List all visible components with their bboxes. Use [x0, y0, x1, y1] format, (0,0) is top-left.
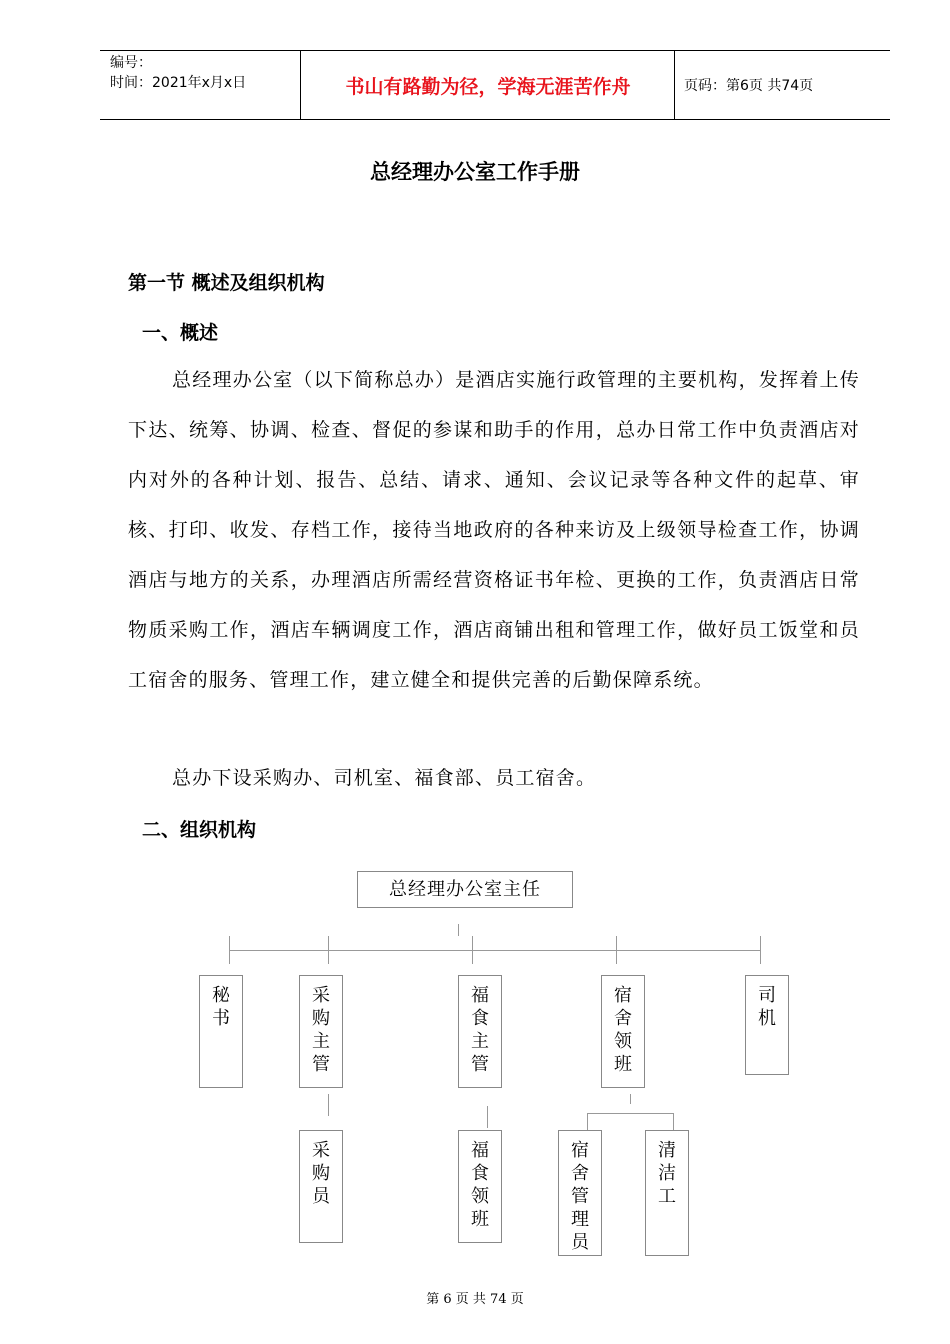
subordinate-paragraph: 总办下设采购办、司机室、福食部、员工宿舍。	[172, 767, 597, 789]
header-page-number: 页码：第6页 共74页	[684, 78, 814, 94]
org-label-driver: 司机	[758, 985, 776, 1029]
connector-line	[229, 936, 230, 964]
overview-paragraph: 总经理办公室（以下简称总办）是酒店实施行政管理的主要机构，发挥着上传下达、统筹、协调、检查、督促的参谋和助手的作用，总办日常工作中负责酒店对内对外的各种计划、报告、总结、请求、通知、会议记录等各种文件的起草、审核、打印、收发、存档工作，接待当地政府的各种来访及上级领导检查工作，协调酒店与地方的关系，办理酒店所需经营资格证书年检、更换的工作，负责酒店日常物质采购工作，酒店车辆调度工作，酒店商铺出租和管理工作，做好员工饭堂和员工宿舍的服务、管理工作，建立健全和提供完善的后勤保障系统。	[128, 369, 860, 691]
subsection-overview-heading: 一、概述	[142, 322, 219, 344]
document-title: 总经理办公室工作手册	[370, 160, 580, 184]
connector-line	[630, 1094, 631, 1104]
header-motto: 书山有路勤为径，学海无涯苦作舟	[345, 75, 631, 98]
connector-line	[458, 924, 459, 936]
org-box-dorm-foreman	[601, 975, 645, 1088]
org-label-dorm-foreman: 宿舍领班	[614, 985, 632, 1075]
header-date: 时间：2021年x月x日	[110, 75, 247, 91]
connector-line	[229, 950, 760, 951]
org-root-label: 总经理办公室主任	[389, 879, 541, 900]
org-label-purchasing-supervisor: 采购主管	[312, 985, 330, 1075]
connector-line	[472, 936, 473, 964]
header-number: 编号：	[110, 55, 152, 71]
connector-line	[587, 1113, 588, 1130]
connector-line	[760, 936, 761, 964]
org-label-purchaser: 采购员	[312, 1140, 330, 1207]
connector-line	[328, 1094, 329, 1116]
connector-line	[673, 1113, 674, 1130]
page-footer: 第 6 页 共 74 页	[426, 1292, 524, 1307]
org-root-box	[357, 871, 573, 908]
org-label-canteen-foreman: 福食领班	[471, 1140, 489, 1230]
org-box-canteen-foreman	[458, 1130, 502, 1243]
section-heading: 第一节 概述及组织机构	[128, 272, 325, 294]
org-label-cleaner: 清洁工	[658, 1140, 676, 1207]
org-label-dorm-manager: 宿舍管理员	[571, 1140, 589, 1253]
org-box-purchasing-supervisor	[299, 975, 343, 1088]
org-box-dorm-manager	[558, 1130, 602, 1256]
subsection-org-heading: 二、组织机构	[142, 819, 257, 841]
connector-line	[328, 936, 329, 964]
connector-line	[487, 1106, 488, 1128]
org-box-cleaner	[645, 1130, 689, 1256]
org-box-secretary	[199, 975, 243, 1088]
org-box-driver	[745, 975, 789, 1075]
org-box-canteen-supervisor	[458, 975, 502, 1088]
connector-line	[616, 936, 617, 964]
org-label-canteen-supervisor: 福食主管	[471, 985, 489, 1075]
org-label-secretary: 秘书	[212, 985, 230, 1029]
org-box-purchaser	[299, 1130, 343, 1243]
connector-line	[587, 1113, 673, 1114]
